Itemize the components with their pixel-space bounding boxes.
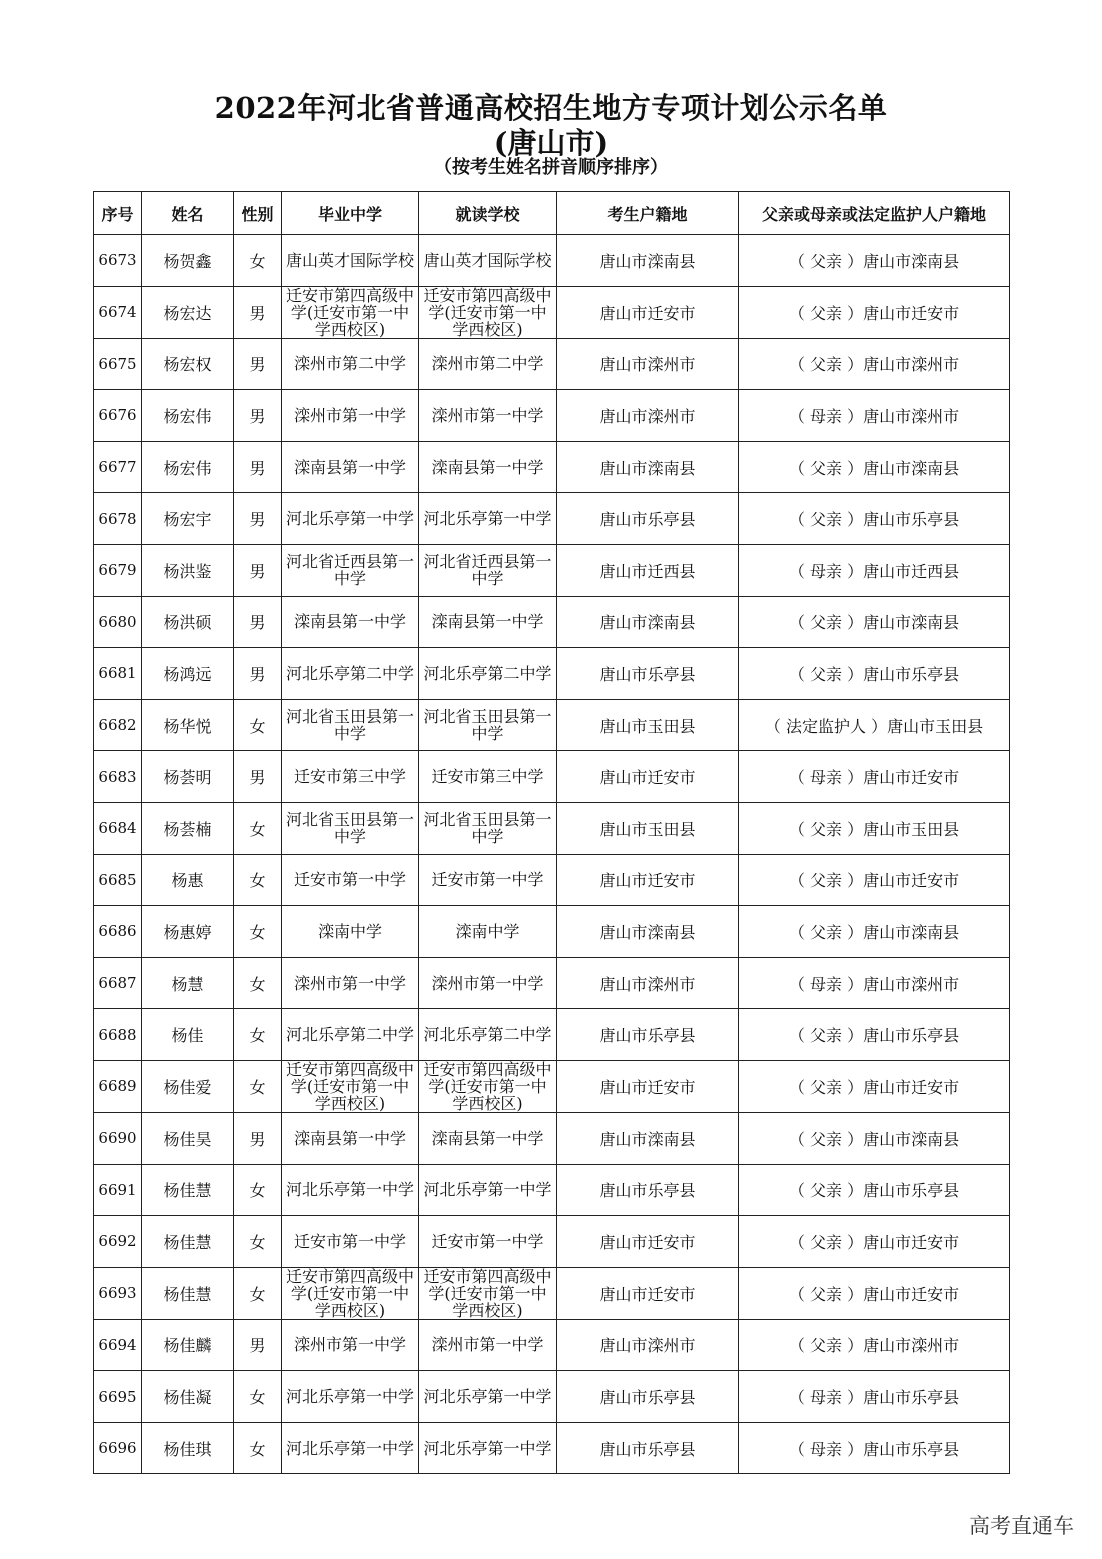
cell-current-school: 河北乐亭第一中学 [419,1422,557,1474]
cell-guardian-residence: （ 父亲 ）唐山市乐亭县 [739,1164,1010,1216]
cell-current-school: 河北省迁西县第一中学 [419,544,557,596]
cell-seq: 6686 [94,906,142,958]
table-header-row [94,192,1010,235]
table-row [94,493,1010,545]
cell-name: 杨佳慧 [142,1164,234,1216]
header-current-school: 就读学校 [419,192,557,235]
cell-name: 杨荟楠 [142,802,234,854]
cell-seq: 6694 [94,1319,142,1371]
cell-current-school: 唐山英才国际学校 [419,235,557,287]
cell-name: 杨佳麟 [142,1319,234,1371]
cell-graduation-school: 滦南县第一中学 [282,596,419,648]
table-row [94,1112,1010,1164]
cell-guardian-residence: （ 父亲 ）唐山市迁安市 [739,1060,1010,1112]
cell-seq: 6688 [94,1009,142,1061]
cell-seq: 6676 [94,390,142,442]
cell-student-residence: 唐山市玉田县 [557,699,739,751]
cell-student-residence: 唐山市迁安市 [557,1060,739,1112]
cell-guardian-residence: （ 父亲 ）唐山市迁安市 [739,286,1010,338]
cell-name: 杨宏伟 [142,390,234,442]
cell-seq: 6681 [94,648,142,700]
cell-gender: 女 [234,235,282,287]
cell-current-school: 滦南县第一中学 [419,1112,557,1164]
cell-current-school: 河北省玉田县第一中学 [419,699,557,751]
cell-name: 杨洪硕 [142,596,234,648]
table-row [94,699,1010,751]
cell-guardian-residence: （ 父亲 ）唐山市乐亭县 [739,493,1010,545]
cell-student-residence: 唐山市迁安市 [557,854,739,906]
sort-note: （按考生姓名拼音顺序排序） [434,157,668,178]
cell-seq: 6690 [94,1112,142,1164]
cell-student-residence: 唐山市乐亭县 [557,648,739,700]
cell-current-school: 迁安市第一中学 [419,854,557,906]
cell-guardian-residence: （ 母亲 ）唐山市迁西县 [739,544,1010,596]
cell-student-residence: 唐山市滦南县 [557,1112,739,1164]
cell-guardian-residence: （ 父亲 ）唐山市滦南县 [739,596,1010,648]
cell-guardian-residence: （ 父亲 ）唐山市滦南县 [739,235,1010,287]
cell-graduation-school: 河北乐亭第一中学 [282,1164,419,1216]
cell-gender: 男 [234,390,282,442]
cell-student-residence: 唐山市玉田县 [557,802,739,854]
document-subtitle: (唐山市) [493,126,609,160]
table-row [94,751,1010,803]
cell-graduation-school: 唐山英才国际学校 [282,235,419,287]
cell-student-residence: 唐山市乐亭县 [557,1371,739,1423]
cell-guardian-residence: （ 法定监护人 ）唐山市玉田县 [739,699,1010,751]
cell-current-school: 迁安市第一中学 [419,1216,557,1268]
cell-seq: 6691 [94,1164,142,1216]
cell-graduation-school: 滦州市第二中学 [282,338,419,390]
cell-graduation-school: 河北乐亭第一中学 [282,1371,419,1423]
cell-name: 杨荟明 [142,751,234,803]
cell-current-school: 滦州市第一中学 [419,957,557,1009]
cell-name: 杨慧 [142,957,234,1009]
cell-name: 杨宏权 [142,338,234,390]
table-row [94,596,1010,648]
cell-current-school: 迁安市第三中学 [419,751,557,803]
cell-student-residence: 唐山市滦州市 [557,1319,739,1371]
cell-current-school: 滦南县第一中学 [419,596,557,648]
cell-student-residence: 唐山市迁安市 [557,751,739,803]
cell-seq: 6674 [94,286,142,338]
table-row [94,1164,1010,1216]
cell-student-residence: 唐山市迁安市 [557,286,739,338]
cell-name: 杨贺鑫 [142,235,234,287]
cell-guardian-residence: （ 父亲 ）唐山市迁安市 [739,1267,1010,1319]
cell-gender: 女 [234,1216,282,1268]
cell-name: 杨佳慧 [142,1267,234,1319]
cell-student-residence: 唐山市迁西县 [557,544,739,596]
cell-gender: 男 [234,286,282,338]
cell-guardian-residence: （ 母亲 ）唐山市迁安市 [739,751,1010,803]
header-graduation-school: 毕业中学 [282,192,419,235]
cell-student-residence: 唐山市滦南县 [557,235,739,287]
cell-graduation-school: 滦州市第一中学 [282,1319,419,1371]
cell-name: 杨佳凝 [142,1371,234,1423]
cell-name: 杨宏伟 [142,441,234,493]
cell-current-school: 迁安市第四高级中学(迁安市第一中学西校区) [419,1060,557,1112]
cell-seq: 6677 [94,441,142,493]
cell-guardian-residence: （ 父亲 ）唐山市滦南县 [739,906,1010,958]
cell-gender: 男 [234,596,282,648]
cell-gender: 男 [234,338,282,390]
cell-graduation-school: 滦南中学 [282,906,419,958]
cell-gender: 男 [234,441,282,493]
cell-current-school: 滦州市第二中学 [419,338,557,390]
table-row [94,1060,1010,1112]
cell-graduation-school: 迁安市第三中学 [282,751,419,803]
cell-seq: 6682 [94,699,142,751]
cell-gender: 男 [234,493,282,545]
cell-guardian-residence: （ 父亲 ）唐山市乐亭县 [739,648,1010,700]
cell-student-residence: 唐山市滦州市 [557,957,739,1009]
cell-guardian-residence: （ 父亲 ）唐山市迁安市 [739,854,1010,906]
cell-graduation-school: 河北乐亭第一中学 [282,493,419,545]
cell-seq: 6684 [94,802,142,854]
cell-graduation-school: 河北省玉田县第一中学 [282,699,419,751]
cell-gender: 女 [234,699,282,751]
header-name: 姓名 [142,192,234,235]
table-row [94,235,1010,287]
cell-seq: 6695 [94,1371,142,1423]
cell-gender: 女 [234,1371,282,1423]
cell-student-residence: 唐山市滦南县 [557,596,739,648]
cell-name: 杨宏达 [142,286,234,338]
cell-seq: 6685 [94,854,142,906]
cell-guardian-residence: （ 父亲 ）唐山市迁安市 [739,1216,1010,1268]
cell-current-school: 河北乐亭第一中学 [419,493,557,545]
cell-name: 杨佳 [142,1009,234,1061]
header-guardian-residence: 父亲或母亲或法定监护人户籍地 [739,192,1010,235]
cell-student-residence: 唐山市迁安市 [557,1267,739,1319]
cell-gender: 男 [234,1319,282,1371]
cell-gender: 女 [234,1009,282,1061]
cell-guardian-residence: （ 父亲 ）唐山市玉田县 [739,802,1010,854]
cell-current-school: 滦州市第一中学 [419,390,557,442]
cell-seq: 6689 [94,1060,142,1112]
table-row [94,1422,1010,1474]
cell-student-residence: 唐山市乐亭县 [557,493,739,545]
cell-student-residence: 唐山市迁安市 [557,1216,739,1268]
cell-gender: 女 [234,906,282,958]
cell-guardian-residence: （ 父亲 ）唐山市滦州市 [739,1319,1010,1371]
table-row [94,1371,1010,1423]
cell-seq: 6678 [94,493,142,545]
cell-graduation-school: 迁安市第四高级中学(迁安市第一中学西校区) [282,286,419,338]
cell-gender: 女 [234,1267,282,1319]
cell-name: 杨佳慧 [142,1216,234,1268]
table-row [94,441,1010,493]
cell-guardian-residence: （ 母亲 ）唐山市滦州市 [739,390,1010,442]
cell-current-school: 迁安市第四高级中学(迁安市第一中学西校区) [419,286,557,338]
cell-graduation-school: 滦南县第一中学 [282,441,419,493]
admission-list-table [93,191,1010,1474]
header-gender: 性别 [234,192,282,235]
cell-name: 杨佳爱 [142,1060,234,1112]
cell-graduation-school: 河北乐亭第二中学 [282,648,419,700]
table-row [94,854,1010,906]
cell-current-school: 河北省玉田县第一中学 [419,802,557,854]
cell-guardian-residence: （ 母亲 ）唐山市滦州市 [739,957,1010,1009]
cell-seq: 6683 [94,751,142,803]
cell-graduation-school: 滦州市第一中学 [282,957,419,1009]
cell-seq: 6692 [94,1216,142,1268]
cell-seq: 6675 [94,338,142,390]
cell-gender: 女 [234,1422,282,1474]
cell-student-residence: 唐山市滦州市 [557,390,739,442]
cell-student-residence: 唐山市滦州市 [557,338,739,390]
table-row [94,1009,1010,1061]
cell-current-school: 迁安市第四高级中学(迁安市第一中学西校区) [419,1267,557,1319]
cell-seq: 6673 [94,235,142,287]
cell-student-residence: 唐山市乐亭县 [557,1422,739,1474]
cell-graduation-school: 滦南县第一中学 [282,1112,419,1164]
table-row [94,648,1010,700]
cell-graduation-school: 迁安市第四高级中学(迁安市第一中学西校区) [282,1267,419,1319]
cell-name: 杨洪鉴 [142,544,234,596]
cell-guardian-residence: （ 父亲 ）唐山市乐亭县 [739,1009,1010,1061]
table-row [94,390,1010,442]
cell-name: 杨惠婷 [142,906,234,958]
cell-current-school: 滦州市第一中学 [419,1319,557,1371]
cell-name: 杨鸿远 [142,648,234,700]
table-row [94,338,1010,390]
cell-current-school: 河北乐亭第二中学 [419,648,557,700]
table-row [94,286,1010,338]
cell-graduation-school: 河北省玉田县第一中学 [282,802,419,854]
cell-student-residence: 唐山市乐亭县 [557,1164,739,1216]
cell-name: 杨惠 [142,854,234,906]
cell-seq: 6679 [94,544,142,596]
cell-graduation-school: 迁安市第一中学 [282,1216,419,1268]
cell-graduation-school: 迁安市第一中学 [282,854,419,906]
cell-guardian-residence: （ 父亲 ）唐山市滦南县 [739,1112,1010,1164]
cell-current-school: 滦南中学 [419,906,557,958]
cell-name: 杨华悦 [142,699,234,751]
table-row [94,906,1010,958]
cell-guardian-residence: （ 母亲 ）唐山市乐亭县 [739,1371,1010,1423]
table-row [94,1267,1010,1319]
table-row [94,544,1010,596]
cell-gender: 女 [234,1060,282,1112]
header-student-residence: 考生户籍地 [557,192,739,235]
cell-current-school: 河北乐亭第一中学 [419,1371,557,1423]
cell-current-school: 滦南县第一中学 [419,441,557,493]
cell-gender: 女 [234,802,282,854]
cell-name: 杨佳琪 [142,1422,234,1474]
table-row [94,802,1010,854]
cell-guardian-residence: （ 母亲 ）唐山市乐亭县 [739,1422,1010,1474]
cell-guardian-residence: （ 父亲 ）唐山市滦州市 [739,338,1010,390]
header-seq: 序号 [94,192,142,235]
cell-gender: 男 [234,751,282,803]
cell-seq: 6687 [94,957,142,1009]
cell-student-residence: 唐山市滦南县 [557,906,739,958]
cell-seq: 6696 [94,1422,142,1474]
cell-seq: 6680 [94,596,142,648]
cell-current-school: 河北乐亭第二中学 [419,1009,557,1061]
cell-gender: 男 [234,1112,282,1164]
cell-student-residence: 唐山市乐亭县 [557,1009,739,1061]
cell-gender: 女 [234,854,282,906]
cell-graduation-school: 迁安市第四高级中学(迁安市第一中学西校区) [282,1060,419,1112]
cell-gender: 男 [234,544,282,596]
cell-seq: 6693 [94,1267,142,1319]
cell-name: 杨佳昊 [142,1112,234,1164]
cell-gender: 男 [234,648,282,700]
cell-student-residence: 唐山市滦南县 [557,441,739,493]
table-row [94,957,1010,1009]
cell-name: 杨宏宇 [142,493,234,545]
table-row [94,1216,1010,1268]
table-row [94,1319,1010,1371]
cell-graduation-school: 河北省迁西县第一中学 [282,544,419,596]
cell-graduation-school: 河北乐亭第二中学 [282,1009,419,1061]
document-title: 2022年河北省普通高校招生地方专项计划公示名单 [214,91,888,125]
cell-gender: 女 [234,957,282,1009]
cell-guardian-residence: （ 父亲 ）唐山市滦南县 [739,441,1010,493]
cell-current-school: 河北乐亭第一中学 [419,1164,557,1216]
watermark: 高考直通车 [969,1514,1074,1538]
cell-gender: 女 [234,1164,282,1216]
cell-graduation-school: 河北乐亭第一中学 [282,1422,419,1474]
cell-graduation-school: 滦州市第一中学 [282,390,419,442]
